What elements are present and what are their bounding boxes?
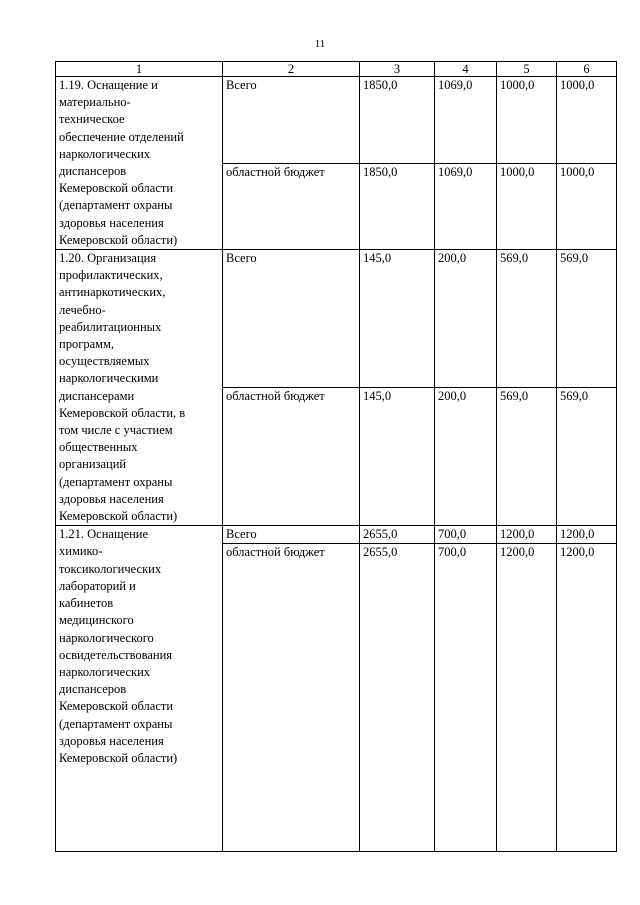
value-cell: 145,0 xyxy=(360,250,435,388)
description-line: наркологическими xyxy=(59,371,159,386)
description-line: (департамент охраны xyxy=(59,198,173,213)
funding-source: Всего xyxy=(223,250,360,388)
table-row xyxy=(56,77,617,164)
funding-source: областной бюджет xyxy=(223,544,360,852)
description-line: медицинского xyxy=(59,613,134,628)
description-line: химико- xyxy=(59,544,103,559)
description-line: наркологического xyxy=(59,630,154,645)
description-line: Кемеровской области xyxy=(59,181,174,196)
description-line: реабилитационных xyxy=(59,319,162,334)
activity-description xyxy=(56,526,223,852)
description-line: токсикологических xyxy=(59,561,162,576)
value-cell: 1000,0 xyxy=(497,77,557,164)
funding-source: областной бюджет xyxy=(223,388,360,526)
description-line: здоровья населения xyxy=(59,491,164,506)
description-line: антинаркотических, xyxy=(59,285,166,300)
funding-source: Всего xyxy=(223,526,360,544)
column-header-4: 4 xyxy=(435,62,497,77)
value-cell: 569,0 xyxy=(497,388,557,526)
activity-description xyxy=(56,77,223,250)
description-line: общественных xyxy=(59,440,138,455)
table-row xyxy=(56,250,617,388)
value-cell: 1200,0 xyxy=(497,544,557,852)
description-line: Кемеровской области) xyxy=(59,750,178,765)
value-cell: 1000,0 xyxy=(557,77,617,164)
description-line: Кемеровской области) xyxy=(59,232,178,247)
description-line: 1.21. Оснащение xyxy=(59,527,149,542)
description-line: Кемеровской области, в xyxy=(59,405,186,420)
description-line: наркологических xyxy=(59,664,151,679)
description-line: материально- xyxy=(59,95,131,110)
description-line: Кемеровской области xyxy=(59,699,174,714)
description-line: кабинетов xyxy=(59,596,114,611)
description-line: диспансерами xyxy=(59,388,135,403)
column-header-3: 3 xyxy=(360,62,435,77)
budget-table xyxy=(55,61,617,852)
value-cell: 1000,0 xyxy=(557,163,617,250)
value-cell: 1069,0 xyxy=(435,163,497,250)
value-cell: 700,0 xyxy=(435,526,497,544)
description-line: обеспечение отделений xyxy=(59,129,184,144)
description-line: лабораторий и xyxy=(59,578,136,593)
description-line: том числе с участием xyxy=(59,423,173,438)
value-cell: 1200,0 xyxy=(557,526,617,544)
value-cell: 569,0 xyxy=(557,388,617,526)
value-cell: 1000,0 xyxy=(497,163,557,250)
funding-source: Всего xyxy=(223,77,360,164)
column-number-row xyxy=(56,62,617,77)
value-cell: 1200,0 xyxy=(497,526,557,544)
value-cell: 700,0 xyxy=(435,544,497,852)
description-line: (департамент охраны xyxy=(59,474,173,489)
column-header-2: 2 xyxy=(223,62,360,77)
description-line: освидетельствования xyxy=(59,647,173,662)
funding-source: областной бюджет xyxy=(223,163,360,250)
activity-description xyxy=(56,250,223,526)
value-cell: 200,0 xyxy=(435,250,497,388)
description-line: организаций xyxy=(59,457,127,472)
description-line: здоровья населения xyxy=(59,733,164,748)
description-line: техническое xyxy=(59,112,125,127)
value-cell: 569,0 xyxy=(497,250,557,388)
column-header-1: 1 xyxy=(56,62,223,77)
description-line: (департамент охраны xyxy=(59,716,173,731)
value-cell: 569,0 xyxy=(557,250,617,388)
description-line: диспансеров xyxy=(59,682,127,697)
value-cell: 1069,0 xyxy=(435,77,497,164)
value-cell: 2655,0 xyxy=(360,526,435,544)
description-line: здоровья населения xyxy=(59,215,164,230)
description-line: 1.20. Организация xyxy=(59,251,157,266)
description-line: 1.19. Оснащение и xyxy=(59,78,158,92)
description-line: лечебно- xyxy=(59,302,106,317)
table-row xyxy=(56,526,617,544)
description-line: диспансеров xyxy=(59,164,127,179)
description-line: программ, xyxy=(59,337,115,352)
value-cell: 2655,0 xyxy=(360,544,435,852)
page-number: 11 xyxy=(314,38,326,50)
description-line: наркологических xyxy=(59,146,151,161)
value-cell: 145,0 xyxy=(360,388,435,526)
column-header-6: 6 xyxy=(557,62,617,77)
description-line: профилактических, xyxy=(59,268,163,283)
column-header-5: 5 xyxy=(497,62,557,77)
value-cell: 1850,0 xyxy=(360,77,435,164)
value-cell: 1850,0 xyxy=(360,163,435,250)
value-cell: 1200,0 xyxy=(557,544,617,852)
description-line: Кемеровской области) xyxy=(59,509,178,524)
description-line: осуществляемых xyxy=(59,354,150,369)
value-cell: 200,0 xyxy=(435,388,497,526)
